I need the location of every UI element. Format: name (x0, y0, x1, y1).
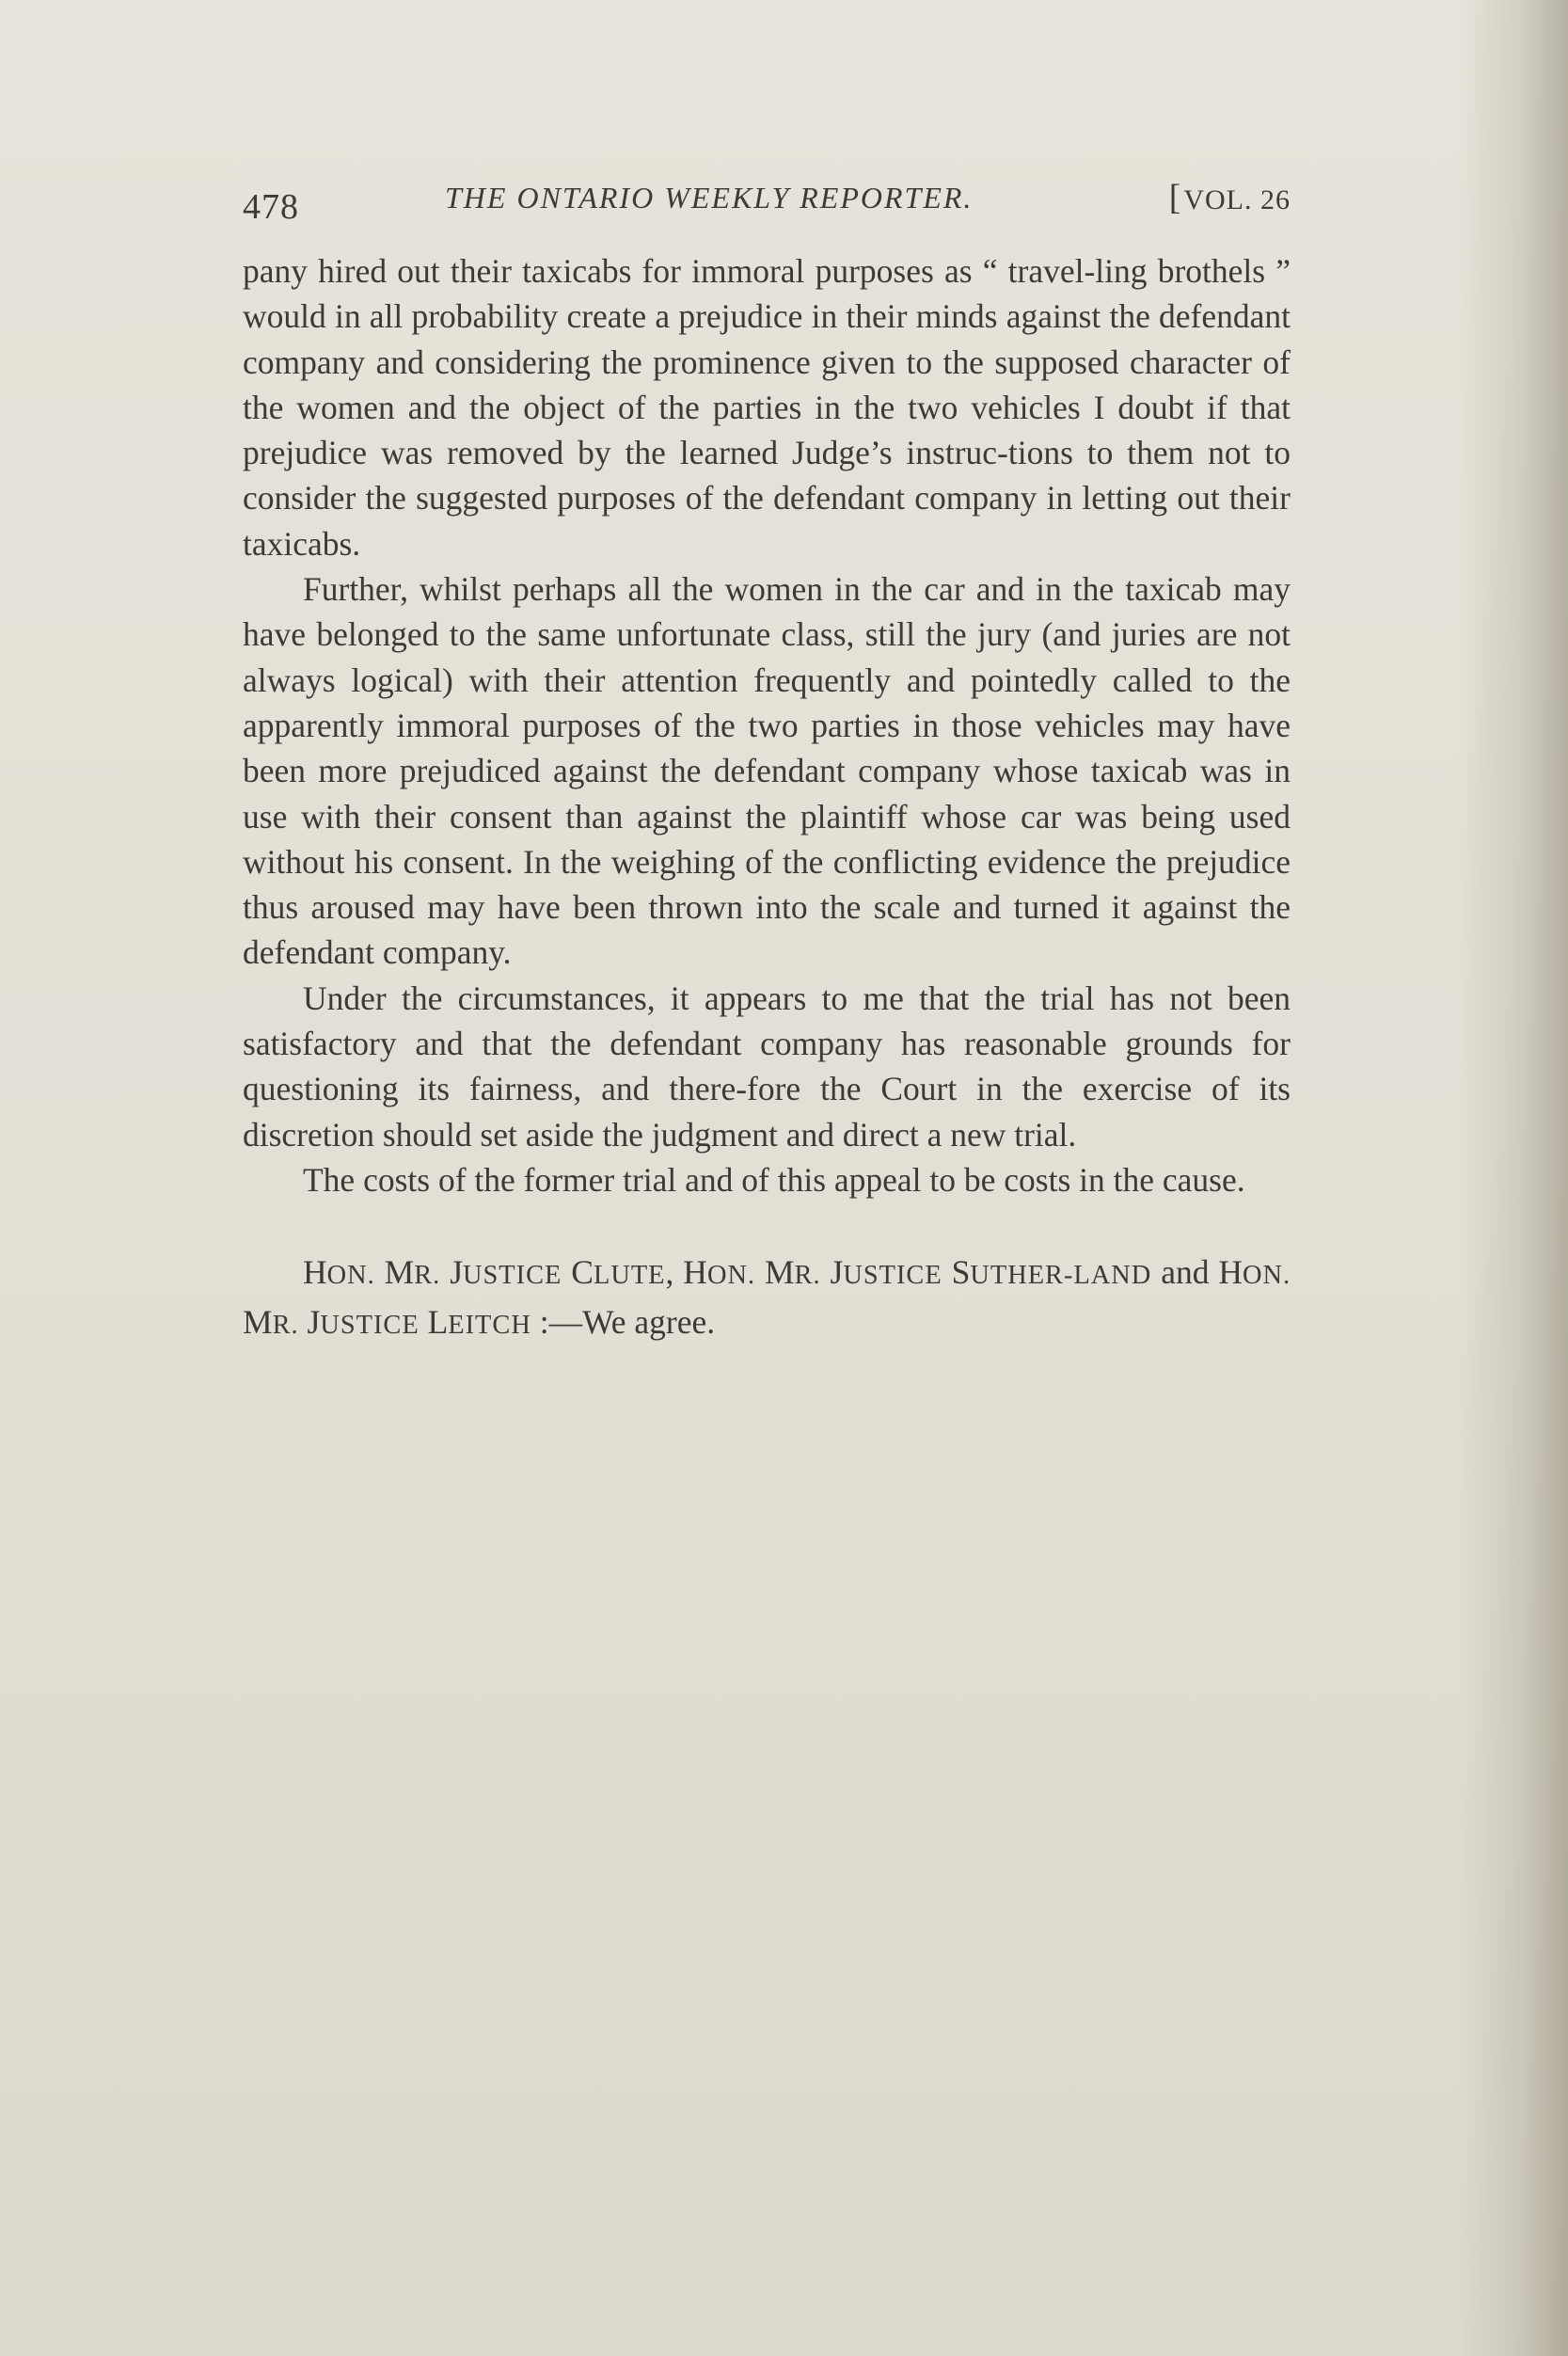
body-text (243, 248, 1291, 1348)
volume-label-group (1169, 177, 1291, 218)
concurrence-statement: HON. MR. JUSTICE CLUTE, HON. MR. JUSTICE SUTHER-LAND and HON. MR. JUSTICE LEITCH :—We agree. (243, 1253, 1291, 1341)
page-number: 478 (243, 187, 299, 227)
volume-bracket: [ (1168, 178, 1184, 217)
paragraph-continued: pany hired out their taxicabs for immoral purposes as “ travel-ling brothels ” would in all probability create a prejudice in their minds against the defendant company and considering the prominence given to the supposed character of the women and the object of the parties in the two vehicles I doubt if that prejudice was removed by the learned Judge’s instruc-tions to them not to consider the suggested purposes of the defendant company in letting out their taxicabs. (243, 252, 1291, 563)
paragraph: Further, whilst perhaps all the women in the car and in the taxicab may have belonged to the same unfortunate class, still the jury (and juries are not always logical) with their attention frequently and pointedly called to the apparently immoral purposes of the two parties in those vehicles may have been more prejudiced against the defendant company whose taxicab was in use with their consent than against the plaintiff whose car was being used without his consent. In the weighing of the conflicting evidence the prejudice thus aroused may have been thrown into the scale and turned it against the defendant company. (243, 570, 1291, 972)
paragraph: Under the circumstances, it appears to me that the trial has not been satisfactory and that the defendant company has reasonable grounds for questioning its fairness, and there-fore the Court in the exercise of its discretion should set aside the judgment and direct a new trial. (243, 979, 1291, 1154)
volume-label: VOL. 26 (1183, 184, 1291, 215)
running-title: THE ONTARIO WEEKLY REPORTER. (445, 181, 974, 215)
paragraph: The costs of the former trial and of this appeal to be costs in the cause. (303, 1160, 1245, 1199)
page-header (243, 177, 1291, 233)
